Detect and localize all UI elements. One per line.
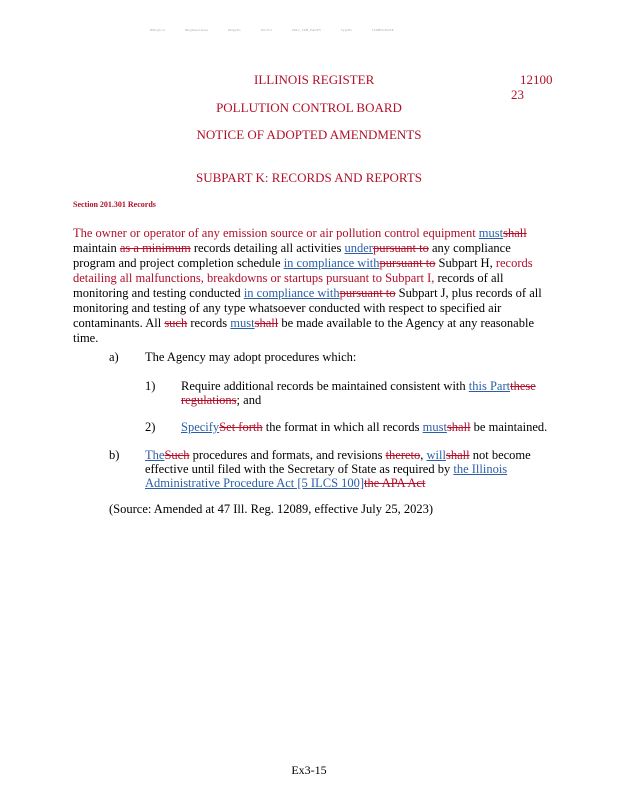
register-title: ILLINOIS REGISTER [254, 72, 375, 87]
notice-type: NOTICE OF ADOPTED AMENDMENTS [196, 127, 422, 142]
item-b-label: b) [109, 448, 120, 462]
plain-text: Subpart H, [435, 256, 496, 270]
deleted-text: such [164, 316, 188, 330]
plain-text: maintain [73, 241, 120, 255]
deleted-text: Such [164, 448, 190, 462]
inserted-text: must [422, 420, 447, 434]
inserted-text: must [230, 316, 255, 330]
section-heading: Section 201.301 Records [73, 200, 156, 209]
header-code: ISUBNoNOTE [372, 28, 394, 32]
inserted-text: this Part [468, 379, 511, 393]
header-code: ISRC_SUB_PAGES [292, 28, 321, 32]
item-1-text [181, 379, 551, 407]
deleted-text: thereto [385, 448, 421, 462]
register-page-number: 12100 [520, 72, 553, 87]
item-a-label: a) [109, 350, 119, 364]
inserted-text: must [478, 226, 504, 240]
plain-text: be made available to the Agency at any reasonable time. [73, 316, 534, 345]
inserted-text: The [145, 448, 165, 462]
header-code: IPRegCod [150, 28, 165, 32]
plain-text: procedures and formats, and revisions [189, 448, 386, 462]
subpart-title: SUBPART K: RECORDS AND REPORTS [195, 170, 422, 185]
deleted-text: Set forth [219, 420, 263, 434]
header-code: IPageNo [228, 28, 241, 32]
plain-text: records detailing all activities [190, 241, 345, 255]
deleted-text: shall [445, 448, 470, 462]
agency-name: POLLUTION CONTROL BOARD [216, 100, 402, 115]
page-footer: Ex3-15 [291, 763, 327, 777]
deleted-text: the APA Act [364, 476, 426, 490]
main-paragraph [73, 226, 553, 346]
plain-text: Require additional records be maintained consistent with [181, 379, 469, 393]
source-note: (Source: Amended at 47 Ill. Reg. 12089, effective July 25, 2023) [109, 502, 434, 516]
highlighted-text: The owner or operator of any emission source or air pollution control equipment [73, 226, 479, 240]
inserted-text: will [426, 448, 446, 462]
plain-text: be maintained. [470, 420, 548, 434]
item-1-label: 1) [145, 379, 156, 393]
deleted-text: shall [254, 316, 279, 330]
header-code: ISrcVol [260, 28, 273, 32]
item-2-label: 2) [145, 420, 156, 434]
inserted-text: in compliance with [283, 256, 380, 270]
deleted-text: shall [503, 226, 527, 240]
deleted-text: pursuant to [339, 286, 396, 300]
deleted-text: shall [446, 420, 471, 434]
deleted-text: these regulations [181, 379, 536, 407]
plain-text: ; and [236, 393, 262, 407]
plain-text: records of all monitoring and testing conducted [73, 271, 504, 300]
highlighted-text: records detailing all malfunctions, breakdowns or startups pursuant to Subpart I, [73, 256, 533, 285]
inserted-text: under [344, 241, 373, 255]
deleted-text: pursuant to [372, 241, 429, 255]
register-issue-number: 23 [511, 87, 524, 102]
header-code-strip [150, 28, 490, 36]
plain-text: any compliance program and project completion schedule [73, 241, 511, 270]
plain-text: records [187, 316, 231, 330]
header-code: IRegInsertIssue [184, 28, 209, 32]
plain-text: , [420, 448, 427, 462]
item-a-text: The Agency may adopt procedures which: [145, 350, 357, 364]
inserted-text: Specify [181, 420, 220, 434]
inserted-text: in compliance with [243, 286, 340, 300]
plain-text: the format in which all records [262, 420, 423, 434]
plain-text: Subpart J, plus records of all monitoring and testing of any type whatsoever conducted with respect to specified air contaminants. All [73, 286, 542, 330]
plain-text: not become effective until filed with the Secretary of State as required by [145, 448, 531, 476]
item-b-text [145, 448, 545, 490]
header-code: TypeNo [341, 28, 353, 32]
deleted-text: as a minimum [119, 241, 191, 255]
inserted-text: the Illinois Administrative Procedure Act [5 ILCS 100] [145, 462, 508, 490]
deleted-text: pursuant to [379, 256, 436, 270]
item-2-text [181, 420, 561, 435]
